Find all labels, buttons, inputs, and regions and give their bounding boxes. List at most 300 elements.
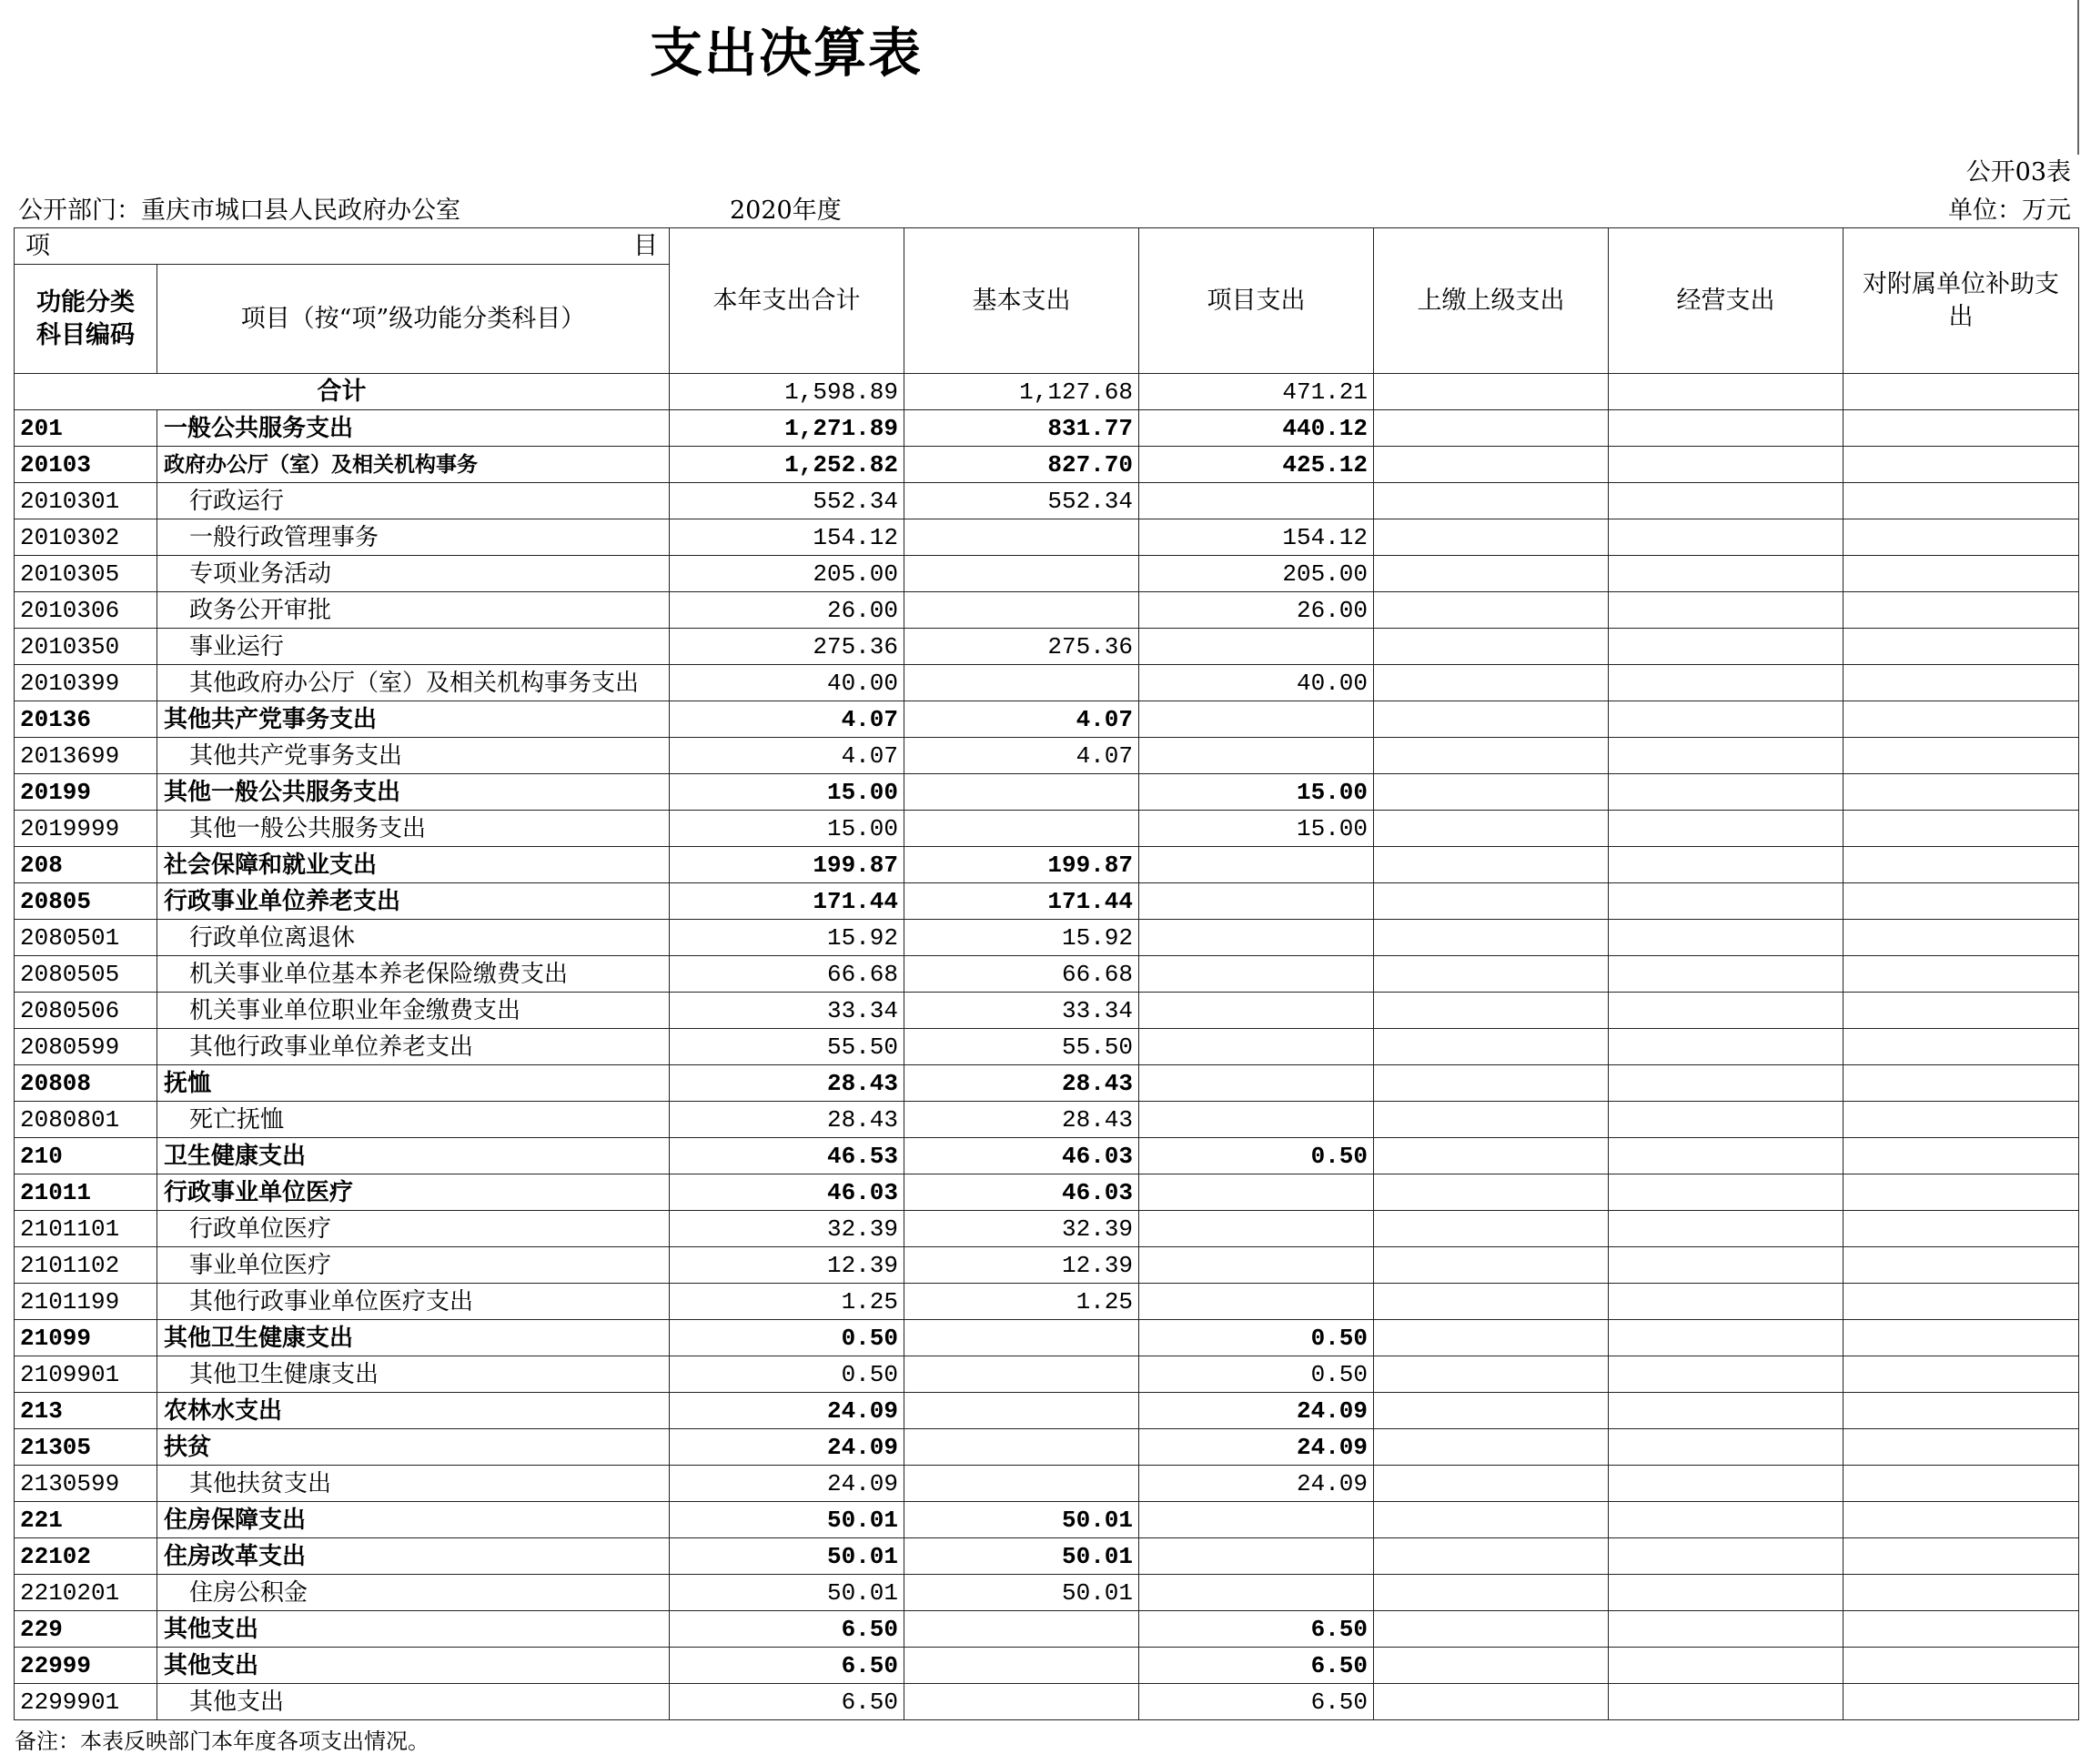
item-row <box>15 519 2079 556</box>
total-cell: 205.00 <box>670 556 904 592</box>
category-row <box>15 1065 2079 1102</box>
total-cell: 55.50 <box>670 1029 904 1065</box>
subsidy-cell <box>1844 1684 2079 1720</box>
name-cell: 政府办公厅（室）及相关机构事务 <box>157 447 670 483</box>
code-cell: 20805 <box>15 883 157 920</box>
upper-cell <box>1374 374 1609 410</box>
upper-cell <box>1374 1247 1609 1284</box>
subsidy-cell <box>1844 1211 2079 1247</box>
expenditure-table <box>14 227 2079 1720</box>
code-cell: 2080599 <box>15 1029 157 1065</box>
project-cell: 0.50 <box>1139 1320 1374 1356</box>
code-cell: 2013699 <box>15 738 157 774</box>
header-upper: 上缴上级支出 <box>1374 228 1609 374</box>
basic-cell: 28.43 <box>904 1065 1139 1102</box>
code-cell: 2010302 <box>15 519 157 556</box>
basic-cell: 66.68 <box>904 956 1139 993</box>
item-row <box>15 1466 2079 1502</box>
basic-cell: 55.50 <box>904 1029 1139 1065</box>
header-project: 项目支出 <box>1139 228 1374 374</box>
subsidy-cell <box>1844 1138 2079 1174</box>
department-label: 公开部门：重庆市城口县人民政府办公室 <box>18 197 460 225</box>
basic-cell: 50.01 <box>904 1502 1139 1538</box>
subsidy-cell <box>1844 447 2079 483</box>
business-cell <box>1609 920 1844 956</box>
category-row <box>15 1429 2079 1466</box>
category-row <box>15 1174 2079 1211</box>
header-item-left: 项 <box>25 231 50 260</box>
upper-cell <box>1374 1611 1609 1648</box>
upper-cell <box>1374 738 1609 774</box>
basic-cell <box>904 774 1139 811</box>
table-body <box>15 374 2079 1720</box>
business-cell <box>1609 1247 1844 1284</box>
subsidy-cell <box>1844 1393 2079 1429</box>
total-label: 合计 <box>15 374 670 410</box>
item-row <box>15 483 2079 519</box>
project-cell: 24.09 <box>1139 1393 1374 1429</box>
name-cell: 住房公积金 <box>157 1575 670 1611</box>
code-cell: 2010301 <box>15 483 157 519</box>
name-cell: 住房改革支出 <box>157 1538 670 1575</box>
item-row <box>15 1356 2079 1393</box>
category-row <box>15 447 2079 483</box>
name-cell: 行政单位离退休 <box>157 920 670 956</box>
upper-cell <box>1374 774 1609 811</box>
basic-cell <box>904 1429 1139 1466</box>
business-cell <box>1609 592 1844 629</box>
code-cell: 2080505 <box>15 956 157 993</box>
project-cell <box>1139 1102 1374 1138</box>
business-cell <box>1609 738 1844 774</box>
basic-cell: 1.25 <box>904 1284 1139 1320</box>
total-cell: 50.01 <box>670 1538 904 1575</box>
name-cell: 其他行政事业单位医疗支出 <box>157 1284 670 1320</box>
upper-cell <box>1374 483 1609 519</box>
name-cell: 住房保障支出 <box>157 1502 670 1538</box>
name-cell: 事业单位医疗 <box>157 1247 670 1284</box>
total-cell: 0.50 <box>670 1320 904 1356</box>
upper-cell <box>1374 1102 1609 1138</box>
basic-cell: 46.03 <box>904 1138 1139 1174</box>
project-cell <box>1139 920 1374 956</box>
category-row <box>15 1611 2079 1648</box>
header-row-1 <box>15 228 2079 265</box>
subsidy-cell <box>1844 1611 2079 1648</box>
name-cell: 其他支出 <box>157 1611 670 1648</box>
project-cell <box>1139 1174 1374 1211</box>
basic-cell: 827.70 <box>904 447 1139 483</box>
subsidy-cell <box>1844 883 2079 920</box>
upper-cell <box>1374 1320 1609 1356</box>
business-cell <box>1609 1575 1844 1611</box>
project-cell: 471.21 <box>1139 374 1374 410</box>
code-cell: 20808 <box>15 1065 157 1102</box>
page-title: 支出决算表 <box>649 22 923 84</box>
basic-cell: 831.77 <box>904 410 1139 447</box>
subsidy-cell <box>1844 1284 2079 1320</box>
subsidy-cell <box>1844 1247 2079 1284</box>
business-cell <box>1609 956 1844 993</box>
code-cell: 20199 <box>15 774 157 811</box>
upper-cell <box>1374 1356 1609 1393</box>
code-cell: 2101102 <box>15 1247 157 1284</box>
business-cell <box>1609 374 1844 410</box>
header-name: 项目（按“项”级功能分类科目） <box>157 265 670 374</box>
name-cell: 死亡抚恤 <box>157 1102 670 1138</box>
header-item-label-inner <box>25 230 658 262</box>
total-row <box>15 374 2079 410</box>
subsidy-cell <box>1844 701 2079 738</box>
name-cell: 其他卫生健康支出 <box>157 1356 670 1393</box>
project-cell: 6.50 <box>1139 1611 1374 1648</box>
upper-cell <box>1374 1575 1609 1611</box>
business-cell <box>1609 629 1844 665</box>
basic-cell: 28.43 <box>904 1102 1139 1138</box>
business-cell <box>1609 556 1844 592</box>
business-cell <box>1609 1429 1844 1466</box>
total-cell: 46.53 <box>670 1138 904 1174</box>
name-cell: 其他一般公共服务支出 <box>157 774 670 811</box>
total-cell: 24.09 <box>670 1466 904 1502</box>
project-cell: 0.50 <box>1139 1356 1374 1393</box>
upper-cell <box>1374 883 1609 920</box>
name-cell: 其他支出 <box>157 1648 670 1684</box>
subsidy-cell <box>1844 519 2079 556</box>
name-cell: 一般行政管理事务 <box>157 519 670 556</box>
code-cell: 210 <box>15 1138 157 1174</box>
category-row <box>15 883 2079 920</box>
total-cell: 15.00 <box>670 774 904 811</box>
project-cell <box>1139 1211 1374 1247</box>
code-cell: 20136 <box>15 701 157 738</box>
basic-cell: 552.34 <box>904 483 1139 519</box>
upper-cell <box>1374 1284 1609 1320</box>
item-row <box>15 1684 2079 1720</box>
total-cell: 40.00 <box>670 665 904 701</box>
code-cell: 2019999 <box>15 811 157 847</box>
note-text: 备注：本表反映部门本年度各项支出情况。 <box>15 1729 429 1754</box>
total-cell: 6.50 <box>670 1684 904 1720</box>
total-cell: 171.44 <box>670 883 904 920</box>
upper-cell <box>1374 1538 1609 1575</box>
item-row <box>15 1284 2079 1320</box>
code-cell: 2130599 <box>15 1466 157 1502</box>
total-cell: 15.92 <box>670 920 904 956</box>
name-cell: 政务公开审批 <box>157 592 670 629</box>
business-cell <box>1609 483 1844 519</box>
project-cell <box>1139 956 1374 993</box>
total-cell: 4.07 <box>670 701 904 738</box>
item-row <box>15 556 2079 592</box>
item-row <box>15 956 2079 993</box>
item-row <box>15 1211 2079 1247</box>
name-cell: 机关事业单位基本养老保险缴费支出 <box>157 956 670 993</box>
project-cell: 6.50 <box>1139 1648 1374 1684</box>
total-cell: 154.12 <box>670 519 904 556</box>
basic-cell <box>904 1393 1139 1429</box>
code-cell: 208 <box>15 847 157 883</box>
upper-cell <box>1374 1029 1609 1065</box>
code-cell: 201 <box>15 410 157 447</box>
project-cell: 24.09 <box>1139 1466 1374 1502</box>
basic-cell <box>904 1320 1139 1356</box>
name-cell: 其他政府办公厅（室）及相关机构事务支出 <box>157 665 670 701</box>
name-cell: 其他共产党事务支出 <box>157 701 670 738</box>
subsidy-cell <box>1844 1029 2079 1065</box>
category-row <box>15 1538 2079 1575</box>
project-cell: 0.50 <box>1139 1138 1374 1174</box>
category-row <box>15 847 2079 883</box>
upper-cell <box>1374 410 1609 447</box>
upper-cell <box>1374 1466 1609 1502</box>
subsidy-cell <box>1844 1065 2079 1102</box>
basic-cell: 199.87 <box>904 847 1139 883</box>
upper-cell <box>1374 1429 1609 1466</box>
category-row <box>15 1502 2079 1538</box>
code-cell: 21011 <box>15 1174 157 1211</box>
upper-cell <box>1374 993 1609 1029</box>
business-cell <box>1609 1138 1844 1174</box>
code-cell: 2101199 <box>15 1284 157 1320</box>
project-cell: 440.12 <box>1139 410 1374 447</box>
project-cell: 40.00 <box>1139 665 1374 701</box>
code-cell: 2010350 <box>15 629 157 665</box>
code-cell: 20103 <box>15 447 157 483</box>
subsidy-cell <box>1844 665 2079 701</box>
name-cell: 行政单位医疗 <box>157 1211 670 1247</box>
category-row <box>15 1320 2079 1356</box>
project-cell <box>1139 1065 1374 1102</box>
basic-cell: 275.36 <box>904 629 1139 665</box>
total-cell: 6.50 <box>670 1611 904 1648</box>
business-cell <box>1609 1284 1844 1320</box>
upper-cell <box>1374 1138 1609 1174</box>
project-cell: 6.50 <box>1139 1684 1374 1720</box>
total-cell: 50.01 <box>670 1575 904 1611</box>
project-cell: 205.00 <box>1139 556 1374 592</box>
name-cell: 其他卫生健康支出 <box>157 1320 670 1356</box>
upper-cell <box>1374 665 1609 701</box>
upper-cell <box>1374 556 1609 592</box>
code-cell: 21099 <box>15 1320 157 1356</box>
subsidy-cell <box>1844 1102 2079 1138</box>
upper-cell <box>1374 519 1609 556</box>
name-cell: 扶贫 <box>157 1429 670 1466</box>
category-row <box>15 774 2079 811</box>
subsidy-cell <box>1844 1502 2079 1538</box>
business-cell <box>1609 847 1844 883</box>
total-cell: 33.34 <box>670 993 904 1029</box>
item-row <box>15 665 2079 701</box>
project-cell <box>1139 847 1374 883</box>
code-cell: 2109901 <box>15 1356 157 1393</box>
page-edge-line <box>2077 0 2079 155</box>
basic-cell <box>904 1648 1139 1684</box>
total-cell: 12.39 <box>670 1247 904 1284</box>
name-cell: 卫生健康支出 <box>157 1138 670 1174</box>
business-cell <box>1609 447 1844 483</box>
name-cell: 其他共产党事务支出 <box>157 738 670 774</box>
basic-cell <box>904 556 1139 592</box>
name-cell: 行政事业单位医疗 <box>157 1174 670 1211</box>
upper-cell <box>1374 811 1609 847</box>
basic-cell <box>904 1684 1139 1720</box>
item-row <box>15 738 2079 774</box>
code-cell: 221 <box>15 1502 157 1538</box>
subsidy-cell <box>1844 1429 2079 1466</box>
subsidy-cell <box>1844 847 2079 883</box>
code-cell: 213 <box>15 1393 157 1429</box>
total-cell: 1,252.82 <box>670 447 904 483</box>
project-cell <box>1139 1575 1374 1611</box>
business-cell <box>1609 811 1844 847</box>
subsidy-cell <box>1844 1538 2079 1575</box>
basic-cell: 50.01 <box>904 1575 1139 1611</box>
name-cell: 一般公共服务支出 <box>157 410 670 447</box>
upper-cell <box>1374 847 1609 883</box>
upper-cell <box>1374 1648 1609 1684</box>
business-cell <box>1609 1320 1844 1356</box>
project-cell: 15.00 <box>1139 811 1374 847</box>
upper-cell <box>1374 701 1609 738</box>
category-row <box>15 1393 2079 1429</box>
upper-cell <box>1374 1684 1609 1720</box>
code-cell: 2101101 <box>15 1211 157 1247</box>
header-basic: 基本支出 <box>904 228 1139 374</box>
upper-cell <box>1374 1502 1609 1538</box>
business-cell <box>1609 1393 1844 1429</box>
total-cell: 552.34 <box>670 483 904 519</box>
code-cell: 2080501 <box>15 920 157 956</box>
item-row <box>15 1029 2079 1065</box>
subsidy-cell <box>1844 483 2079 519</box>
table-header <box>15 228 2079 374</box>
project-cell <box>1139 738 1374 774</box>
total-cell: 32.39 <box>670 1211 904 1247</box>
project-cell: 15.00 <box>1139 774 1374 811</box>
basic-cell <box>904 592 1139 629</box>
basic-cell <box>904 1611 1139 1648</box>
item-row <box>15 629 2079 665</box>
total-cell: 46.03 <box>670 1174 904 1211</box>
header-total: 本年支出合计 <box>670 228 904 374</box>
item-row <box>15 1247 2079 1284</box>
fiscal-year: 2020年度 <box>730 197 842 225</box>
item-row <box>15 811 2079 847</box>
business-cell <box>1609 1356 1844 1393</box>
category-row <box>15 701 2079 738</box>
business-cell <box>1609 701 1844 738</box>
total-cell: 1,271.89 <box>670 410 904 447</box>
business-cell <box>1609 1466 1844 1502</box>
project-cell <box>1139 993 1374 1029</box>
business-cell <box>1609 1211 1844 1247</box>
name-cell: 其他行政事业单位养老支出 <box>157 1029 670 1065</box>
subsidy-cell <box>1844 920 2079 956</box>
code-cell: 2010306 <box>15 592 157 629</box>
unit-label: 单位：万元 <box>1948 197 2071 225</box>
item-row <box>15 1575 2079 1611</box>
subsidy-cell <box>1844 1356 2079 1393</box>
subsidy-cell <box>1844 1466 2079 1502</box>
subsidy-cell <box>1844 1575 2079 1611</box>
project-cell <box>1139 1029 1374 1065</box>
upper-cell <box>1374 1065 1609 1102</box>
total-cell: 24.09 <box>670 1429 904 1466</box>
total-cell: 15.00 <box>670 811 904 847</box>
total-cell: 0.50 <box>670 1356 904 1393</box>
basic-cell: 33.34 <box>904 993 1139 1029</box>
basic-cell <box>904 519 1139 556</box>
business-cell <box>1609 883 1844 920</box>
basic-cell: 171.44 <box>904 883 1139 920</box>
code-cell: 2010399 <box>15 665 157 701</box>
business-cell <box>1609 1611 1844 1648</box>
total-cell: 28.43 <box>670 1102 904 1138</box>
total-cell: 199.87 <box>670 847 904 883</box>
header-subsidy: 对附属单位补助支出 <box>1844 228 2079 374</box>
code-cell: 2080506 <box>15 993 157 1029</box>
business-cell <box>1609 1174 1844 1211</box>
subsidy-cell <box>1844 738 2079 774</box>
code-cell: 2299901 <box>15 1684 157 1720</box>
business-cell <box>1609 1102 1844 1138</box>
header-code: 功能分类科目编码 <box>15 265 157 374</box>
project-cell <box>1139 1538 1374 1575</box>
category-row <box>15 1648 2079 1684</box>
subsidy-cell <box>1844 811 2079 847</box>
subsidy-cell <box>1844 374 2079 410</box>
project-cell <box>1139 1502 1374 1538</box>
basic-cell <box>904 811 1139 847</box>
item-row <box>15 993 2079 1029</box>
upper-cell <box>1374 1174 1609 1211</box>
total-cell: 4.07 <box>670 738 904 774</box>
name-cell: 专项业务活动 <box>157 556 670 592</box>
project-cell: 26.00 <box>1139 592 1374 629</box>
business-cell <box>1609 519 1844 556</box>
upper-cell <box>1374 592 1609 629</box>
upper-cell <box>1374 956 1609 993</box>
subsidy-cell <box>1844 592 2079 629</box>
name-cell: 机关事业单位职业年金缴费支出 <box>157 993 670 1029</box>
subsidy-cell <box>1844 410 2079 447</box>
item-row <box>15 592 2079 629</box>
basic-cell: 1,127.68 <box>904 374 1139 410</box>
subsidy-cell <box>1844 956 2079 993</box>
subsidy-cell <box>1844 993 2079 1029</box>
project-cell: 425.12 <box>1139 447 1374 483</box>
item-row <box>15 920 2079 956</box>
total-cell: 24.09 <box>670 1393 904 1429</box>
subsidy-cell <box>1844 774 2079 811</box>
subsidy-cell <box>1844 629 2079 665</box>
name-cell: 其他支出 <box>157 1684 670 1720</box>
name-cell: 行政运行 <box>157 483 670 519</box>
subsidy-cell <box>1844 1174 2079 1211</box>
project-cell <box>1139 483 1374 519</box>
basic-cell <box>904 1466 1139 1502</box>
project-cell <box>1139 701 1374 738</box>
business-cell <box>1609 774 1844 811</box>
basic-cell: 32.39 <box>904 1211 1139 1247</box>
basic-cell <box>904 665 1139 701</box>
upper-cell <box>1374 447 1609 483</box>
basic-cell: 12.39 <box>904 1247 1139 1284</box>
basic-cell: 50.01 <box>904 1538 1139 1575</box>
upper-cell <box>1374 920 1609 956</box>
